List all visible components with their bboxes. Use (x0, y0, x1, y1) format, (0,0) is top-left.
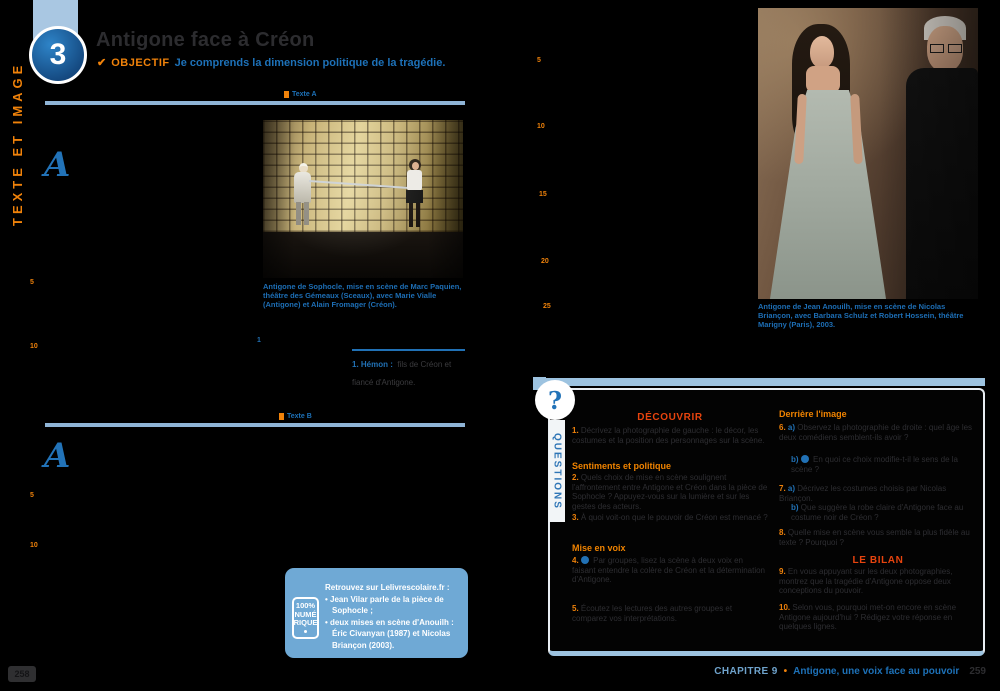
objective-row (97, 56, 445, 69)
question-letter: b) (791, 455, 799, 464)
page-number-right: 259 (969, 666, 986, 677)
section-divider (45, 101, 465, 105)
lesson-number-circle (29, 26, 87, 84)
question-number: 2. (572, 473, 579, 482)
section-header-bilan: LE BILAN (852, 555, 904, 566)
line-number: 5 (30, 492, 34, 499)
help-icon (535, 380, 575, 420)
text-marker-icon (279, 413, 284, 420)
page-number-left (8, 666, 36, 682)
question-number: 3. (572, 513, 579, 522)
badge-line: RIQUE (293, 618, 318, 627)
question-text: Selon vous, pourquoi met-on encore en scène Antigone aujourd'hui ? Rédigez votre réponse en quelques lignes. (779, 603, 957, 632)
stage-lighting-overlay (263, 120, 463, 278)
photo-sophocle-staging (263, 120, 463, 278)
question-number: 7. (779, 484, 786, 493)
questions-top-strip (545, 378, 985, 386)
side-strip-label: TEXTE ET IMAGE (10, 61, 25, 226)
digital-box-item: • Jean Vilar parle de la pièce de Sophocle ; (325, 594, 463, 617)
margin-note (352, 349, 466, 390)
question-number: 8. (779, 528, 786, 537)
question-item (791, 503, 977, 522)
question-text: Quels choix de mise en scène soulignent l'affrontement entre Antigone et Créon dans la pièce de Sophocle ? Appuyez-vous sur la lumière et sur les gestes des acteurs. (572, 473, 768, 511)
question-item (572, 604, 768, 623)
text-b-label-text: Texte B (287, 413, 312, 420)
subheader-sentiments: Sentiments et politique (572, 461, 672, 471)
question-item (779, 528, 977, 547)
drop-cap-initial: A (44, 145, 71, 185)
badge-line: 100% (295, 601, 316, 610)
question-number: 10. (779, 603, 791, 612)
check-icon: ✔ (97, 57, 107, 69)
text-b-label (279, 413, 312, 420)
photo-left-caption: Antigone de Sophocle, mise en scène de Marc Paquien, théâtre des Gémeaux (Sceaux), avec Marie Vialle (Antigone) et Alain Fromager (Créon). (263, 282, 462, 309)
section-header-decouvrir: DÉCOUVRIR (637, 412, 703, 423)
question-letter: a) (787, 423, 796, 432)
line-number: 25 (543, 303, 551, 310)
digital-box-intro: Retrouvez sur Lelivrescolaire.fr : (325, 583, 450, 592)
question-text: Écoutez les lectures des autres groupes et comparez vos interprétations. (572, 604, 733, 623)
oral-activity-icon (801, 455, 809, 463)
objective-label: OBJECTIF (111, 57, 170, 69)
question-text: En vous appuyant sur les deux photographies, montrez que la tragédie d'Antigone oppose deux conceptions du pouvoir. (779, 567, 953, 596)
question-item (791, 455, 977, 474)
footer-chapter-row (714, 666, 986, 677)
page-number-left-value: 258 (14, 669, 30, 679)
question-number: 1. (572, 426, 579, 435)
separator-dot: • (783, 666, 788, 677)
question-number: 4. (572, 556, 579, 565)
badge-line: NUMÉ (294, 609, 317, 619)
question-number: 9. (779, 567, 786, 576)
lesson-number: 3 (49, 38, 67, 71)
digital-resources-box (285, 568, 468, 658)
question-letter: a) (787, 484, 796, 493)
question-item (779, 484, 977, 503)
page-title: Antigone face à Créon (96, 29, 315, 51)
chapter-label: CHAPITRE 9 (714, 666, 778, 677)
question-item (779, 567, 977, 596)
note-reference: 1 (257, 337, 261, 344)
note-rule (352, 349, 465, 351)
question-letter: b) (791, 503, 799, 512)
line-number: 15 (539, 191, 547, 198)
line-number: 5 (537, 57, 541, 64)
question-text: Observez la photographie de droite : quel âge les deux comédiens semblent-ils avoir ? (779, 423, 973, 442)
section-divider (45, 423, 465, 427)
question-item (572, 556, 768, 585)
line-number: 20 (541, 258, 549, 265)
text-marker-icon (284, 91, 289, 98)
digital-box-item: • deux mises en scène d'Anouilh : Éric Civanyan (1987) et Nicolas Briançon (2003). (325, 617, 463, 652)
note-definition: fils de Créon et fiancé d'Antigone. (352, 360, 452, 387)
question-text: Que suggère la robe claire d'Antigone face au costume noir de Créon ? (791, 503, 964, 522)
question-text: À quoi voit-on que le pouvoir de Créon est menacé ? (580, 513, 768, 522)
line-number: 10 (30, 542, 38, 549)
questions-tab-label: QUESTIONS (551, 432, 563, 510)
drop-cap-initial: A (44, 436, 71, 476)
chapter-title: Antigone, une voix face au pouvoir (793, 666, 960, 677)
digital-box-text (325, 582, 463, 651)
help-glyph: ? (547, 385, 563, 415)
question-number: 6. (779, 423, 786, 432)
line-number: 10 (30, 343, 38, 350)
question-text: En quoi ce choix modifie-t-il le sens de la scène ? (791, 455, 958, 474)
line-number: 5 (30, 279, 34, 286)
smartphone-icon (292, 597, 319, 639)
line-number: 10 (537, 123, 545, 130)
subheader-derriere-image: Derrière l'image (779, 409, 847, 419)
question-text: Décrivez la photographie de gauche : le décor, les costumes et la position des personnages sur la scène. (572, 426, 765, 445)
question-text: Décrivez les costumes choisis par Nicolas Briançon. (779, 484, 947, 503)
note-term: 1. Hémon : (352, 360, 393, 369)
photo-anouilh-staging (758, 8, 978, 299)
phone-button-dot (304, 630, 307, 633)
question-item (572, 513, 768, 523)
question-item (572, 426, 768, 445)
photo-right-caption: Antigone de Jean Anouilh, mise en scène de Nicolas Briançon, avec Barbara Schulz et Robert Hossein, théâtre Marigny (Paris), 2003. (758, 302, 964, 329)
question-number: 5. (572, 604, 579, 613)
question-text: Par groupes, lisez la scène à deux voix en faisant entendre la colère de Créon et la détermination d'Antigone. (572, 556, 766, 585)
text-a-label (284, 91, 317, 98)
objective-text: Je comprends la dimension politique de la tragédie. (174, 57, 446, 69)
question-item (779, 423, 977, 442)
questions-tab (549, 420, 565, 522)
question-text: Quelle mise en scène vous semble la plus fidèle au texte ? Pourquoi ? (779, 528, 970, 547)
question-item (572, 473, 768, 511)
text-a-label-text: Texte A (292, 91, 317, 98)
subheader-mise-en-voix: Mise en voix (572, 543, 626, 553)
oral-activity-icon (581, 556, 589, 564)
question-item (779, 603, 977, 632)
portrait-shadow-overlay (758, 8, 978, 299)
